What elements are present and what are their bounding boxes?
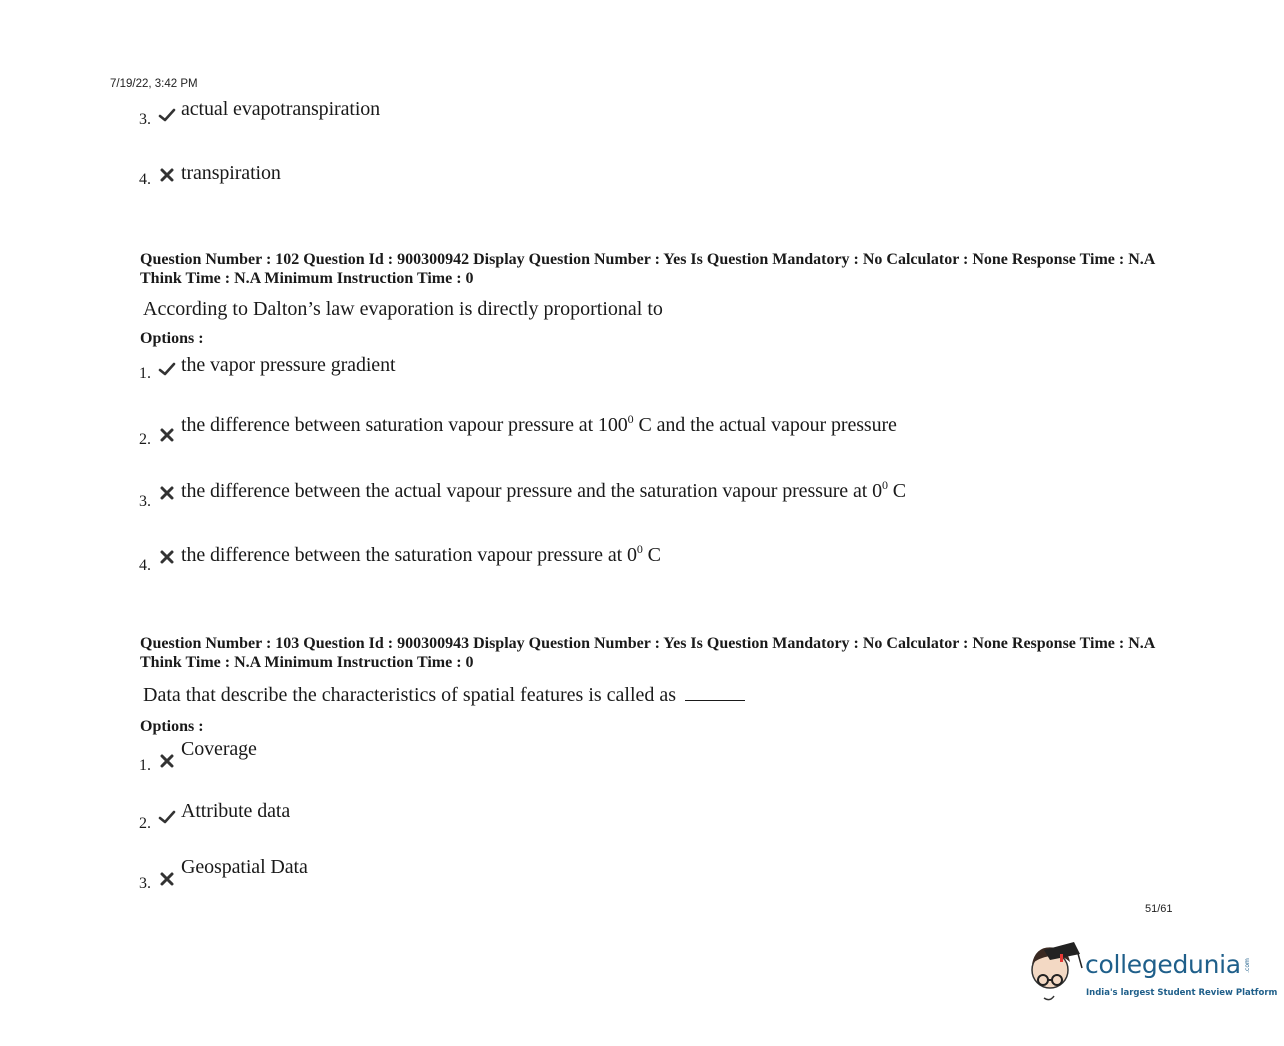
option-number: 1. bbox=[139, 365, 151, 382]
option-text: the vapor pressure gradient bbox=[181, 354, 396, 376]
option-text: Coverage bbox=[181, 738, 257, 760]
q102-option-4 bbox=[139, 542, 661, 574]
answer-blank bbox=[685, 700, 745, 701]
check-icon bbox=[157, 807, 177, 827]
page-number: 51/61 bbox=[1145, 903, 1173, 915]
cross-icon bbox=[157, 483, 177, 503]
option-number: 3. bbox=[139, 493, 151, 510]
option-text: Geospatial Data bbox=[181, 856, 308, 878]
q103-option-2 bbox=[139, 800, 291, 832]
cross-icon bbox=[157, 165, 177, 185]
brand-suffix: .com bbox=[1243, 958, 1251, 973]
option-text: the difference between the saturation vapour pressure at $0^0$ C bbox=[181, 542, 661, 566]
option-text: transpiration bbox=[181, 162, 281, 184]
option-number: 4. bbox=[139, 557, 151, 574]
option-text: the difference between the actual vapour pressure and the saturation vapour pressure at $0^0$ C bbox=[181, 478, 907, 502]
option-number: 3. bbox=[139, 875, 151, 892]
options-label: Options : bbox=[140, 330, 204, 347]
prev-option-3 bbox=[139, 98, 381, 129]
option-number: 1. bbox=[139, 757, 151, 774]
option-text: actual evapotranspiration bbox=[181, 98, 381, 120]
q102-option-3 bbox=[139, 478, 907, 510]
cross-icon bbox=[157, 425, 177, 445]
q102-option-2 bbox=[139, 412, 897, 448]
option-number: 2. bbox=[139, 431, 151, 448]
q102-option-1 bbox=[139, 354, 396, 383]
check-icon bbox=[157, 359, 177, 379]
cross-icon bbox=[157, 751, 177, 771]
question-meta-102: Question Number : 102 Question Id : 900300942 Display Question Number : Yes Is Question Mandatory : No Calculator : None Response Time : N.A Think Time : N.A Minimum Instruction Time : 0 bbox=[140, 251, 1155, 287]
question-meta-103: Question Number : 103 Question Id : 900300943 Display Question Number : Yes Is Question Mandatory : No Calculator : None Response Time : N.A Think Time : N.A Minimum Instruction Time : 0 bbox=[140, 635, 1155, 671]
option-number: 2. bbox=[139, 815, 151, 832]
option-text: Attribute data bbox=[181, 800, 291, 822]
options-label: Options : bbox=[140, 718, 204, 735]
q103-option-3 bbox=[139, 856, 308, 892]
option-number: 3. bbox=[139, 111, 151, 128]
cross-icon bbox=[157, 869, 177, 889]
cross-icon bbox=[157, 547, 177, 567]
q103-option-1 bbox=[139, 738, 257, 774]
brand-tagline: India's largest Student Review Platform bbox=[1086, 988, 1278, 998]
print-timestamp: 7/19/22, 3:42 PM bbox=[110, 78, 198, 90]
brand-name: collegedunia bbox=[1085, 950, 1241, 979]
option-number: 4. bbox=[139, 171, 151, 188]
question-text-102: According to Dalton’s law evaporation is directly proportional to bbox=[143, 298, 663, 320]
question-text-103: Data that describe the characteristics of spatial features is called as bbox=[143, 684, 745, 707]
check-icon bbox=[157, 105, 177, 125]
prev-option-4 bbox=[139, 162, 281, 189]
option-text: the difference between saturation vapour pressure at $100^0$ C and the actual vapour pressure bbox=[181, 412, 897, 436]
